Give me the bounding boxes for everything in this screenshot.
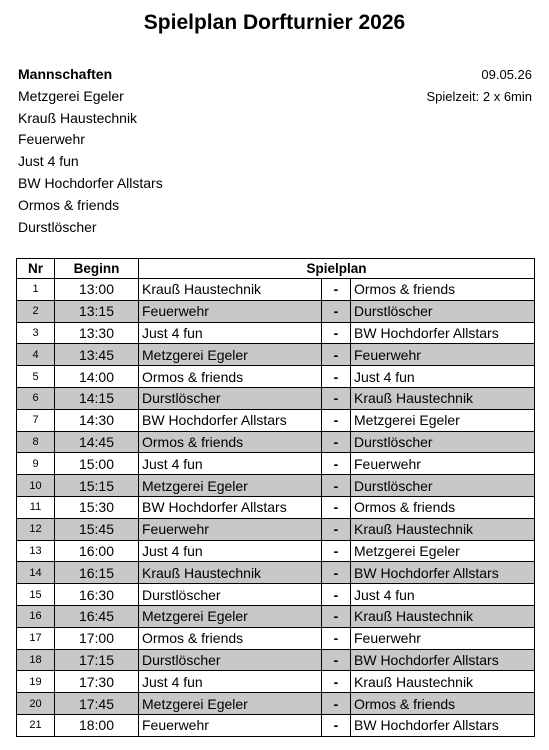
- away-team: Metzgerei Egeler: [351, 540, 535, 562]
- away-team: Ormos & friends: [351, 279, 535, 301]
- home-team: Just 4 fun: [139, 671, 322, 693]
- home-team: Metzgerei Egeler: [139, 605, 322, 627]
- match-time: 14:30: [55, 409, 139, 431]
- tournament-date: 09.05.26: [481, 67, 532, 82]
- away-team: Just 4 fun: [351, 366, 535, 388]
- match-number: 19: [17, 671, 55, 693]
- match-number: 13: [17, 540, 55, 562]
- match-time: 14:15: [55, 387, 139, 409]
- team-name: Just 4 fun: [18, 153, 79, 170]
- match-number: 17: [17, 627, 55, 649]
- match-time: 17:00: [55, 627, 139, 649]
- table-row: [17, 366, 535, 388]
- home-team: Ormos & friends: [139, 366, 322, 388]
- match-time: 15:30: [55, 496, 139, 518]
- match-number: 1: [17, 279, 55, 301]
- match-number: 16: [17, 605, 55, 627]
- match-number: 5: [17, 366, 55, 388]
- versus-separator: -: [322, 584, 351, 606]
- match-time: 14:45: [55, 431, 139, 453]
- table-row: [17, 409, 535, 431]
- home-team: Krauß Haustechnik: [139, 279, 322, 301]
- match-number: 11: [17, 496, 55, 518]
- versus-separator: -: [322, 453, 351, 475]
- away-team: BW Hochdorfer Allstars: [351, 649, 535, 671]
- table-row: [17, 279, 535, 301]
- page-title: Spielplan Dorfturnier 2026: [143, 11, 406, 34]
- match-number: 21: [17, 714, 55, 736]
- table-row: [17, 562, 535, 584]
- away-team: Krauß Haustechnik: [351, 518, 535, 540]
- schedule-table: [16, 258, 535, 737]
- match-number: 8: [17, 431, 55, 453]
- versus-separator: -: [322, 518, 351, 540]
- home-team: Durstlöscher: [139, 649, 322, 671]
- home-team: Ormos & friends: [139, 431, 322, 453]
- home-team: Metzgerei Egeler: [139, 344, 322, 366]
- match-number: 7: [17, 409, 55, 431]
- home-team: BW Hochdorfer Allstars: [139, 409, 322, 431]
- match-time: 16:45: [55, 605, 139, 627]
- header-begin: Beginn: [55, 259, 139, 279]
- home-team: Feuerwehr: [139, 300, 322, 322]
- versus-separator: -: [322, 409, 351, 431]
- away-team: Durstlöscher: [351, 431, 535, 453]
- versus-separator: -: [322, 279, 351, 301]
- table-row: [17, 322, 535, 344]
- table-row: [17, 300, 535, 322]
- away-team: Durstlöscher: [351, 300, 535, 322]
- table-row: [17, 496, 535, 518]
- header-plan: Spielplan: [139, 259, 535, 279]
- playtime: Spielzeit: 2 x 6min: [426, 88, 532, 104]
- match-number: 10: [17, 475, 55, 497]
- match-time: 17:45: [55, 693, 139, 715]
- match-number: 2: [17, 300, 55, 322]
- match-number: 4: [17, 344, 55, 366]
- home-team: BW Hochdorfer Allstars: [139, 496, 322, 518]
- table-header-row: [17, 259, 535, 279]
- team-name: BW Hochdorfer Allstars: [18, 174, 163, 191]
- table-row: [17, 475, 535, 497]
- match-time: 13:00: [55, 279, 139, 301]
- away-team: Ormos & friends: [351, 496, 535, 518]
- away-team: Just 4 fun: [351, 584, 535, 606]
- away-team: Durstlöscher: [351, 475, 535, 497]
- match-time: 17:30: [55, 671, 139, 693]
- teams-block: [18, 64, 163, 238]
- match-time: 18:00: [55, 714, 139, 736]
- home-team: Krauß Haustechnik: [139, 562, 322, 584]
- away-team: BW Hochdorfer Allstars: [351, 322, 535, 344]
- versus-separator: -: [322, 344, 351, 366]
- match-time: 15:45: [55, 518, 139, 540]
- table-row: [17, 453, 535, 475]
- match-number: 14: [17, 562, 55, 584]
- team-name: Feuerwehr: [18, 131, 85, 148]
- away-team: Ormos & friends: [351, 693, 535, 715]
- home-team: Durstlöscher: [139, 584, 322, 606]
- table-row: [17, 344, 535, 366]
- versus-separator: -: [322, 671, 351, 693]
- match-number: 3: [17, 322, 55, 344]
- table-row: [17, 693, 535, 715]
- match-number: 20: [17, 693, 55, 715]
- versus-separator: -: [322, 562, 351, 584]
- match-number: 6: [17, 387, 55, 409]
- versus-separator: -: [322, 366, 351, 388]
- table-row: [17, 649, 535, 671]
- home-team: Durstlöscher: [139, 387, 322, 409]
- table-row: [17, 627, 535, 649]
- team-name: Krauß Haustechnik: [18, 109, 138, 126]
- home-team: Metzgerei Egeler: [139, 475, 322, 497]
- table-row: [17, 387, 535, 409]
- versus-separator: -: [322, 322, 351, 344]
- match-time: 13:15: [55, 300, 139, 322]
- versus-separator: -: [322, 605, 351, 627]
- versus-separator: -: [322, 387, 351, 409]
- home-team: Feuerwehr: [139, 714, 322, 736]
- table-row: [17, 540, 535, 562]
- table-row: [17, 605, 535, 627]
- match-number: 9: [17, 453, 55, 475]
- table-row: [17, 518, 535, 540]
- match-time: 13:30: [55, 322, 139, 344]
- match-time: 15:15: [55, 475, 139, 497]
- away-team: Feuerwehr: [351, 344, 535, 366]
- match-time: 16:15: [55, 562, 139, 584]
- home-team: Just 4 fun: [139, 540, 322, 562]
- match-number: 18: [17, 649, 55, 671]
- team-name: Durstlöscher: [18, 218, 97, 235]
- versus-separator: -: [322, 431, 351, 453]
- match-number: 12: [17, 518, 55, 540]
- versus-separator: -: [322, 496, 351, 518]
- match-time: 13:45: [55, 344, 139, 366]
- match-time: 16:30: [55, 584, 139, 606]
- meta-block: [427, 64, 533, 108]
- away-team: Metzgerei Egeler: [351, 409, 535, 431]
- versus-separator: -: [322, 649, 351, 671]
- match-time: 15:00: [55, 453, 139, 475]
- header-nr: Nr: [17, 259, 55, 279]
- away-team: BW Hochdorfer Allstars: [351, 714, 535, 736]
- home-team: Just 4 fun: [139, 453, 322, 475]
- match-time: 14:00: [55, 366, 139, 388]
- away-team: Krauß Haustechnik: [351, 671, 535, 693]
- table-row: [17, 431, 535, 453]
- home-team: Just 4 fun: [139, 322, 322, 344]
- away-team: Krauß Haustechnik: [351, 387, 535, 409]
- home-team: Metzgerei Egeler: [139, 693, 322, 715]
- match-time: 16:00: [55, 540, 139, 562]
- versus-separator: -: [322, 714, 351, 736]
- away-team: Krauß Haustechnik: [351, 605, 535, 627]
- table-row: [17, 714, 535, 736]
- away-team: Feuerwehr: [351, 453, 535, 475]
- team-name: Metzgerei Egeler: [18, 87, 124, 104]
- table-row: [17, 671, 535, 693]
- teams-heading: Mannschaften: [18, 66, 113, 82]
- versus-separator: -: [322, 475, 351, 497]
- match-time: 17:15: [55, 649, 139, 671]
- team-name: Ormos & friends: [18, 196, 120, 213]
- table-row: [17, 584, 535, 606]
- away-team: Feuerwehr: [351, 627, 535, 649]
- match-number: 15: [17, 584, 55, 606]
- versus-separator: -: [322, 627, 351, 649]
- away-team: BW Hochdorfer Allstars: [351, 562, 535, 584]
- versus-separator: -: [322, 300, 351, 322]
- versus-separator: -: [322, 540, 351, 562]
- home-team: Feuerwehr: [139, 518, 322, 540]
- versus-separator: -: [322, 693, 351, 715]
- home-team: Ormos & friends: [139, 627, 322, 649]
